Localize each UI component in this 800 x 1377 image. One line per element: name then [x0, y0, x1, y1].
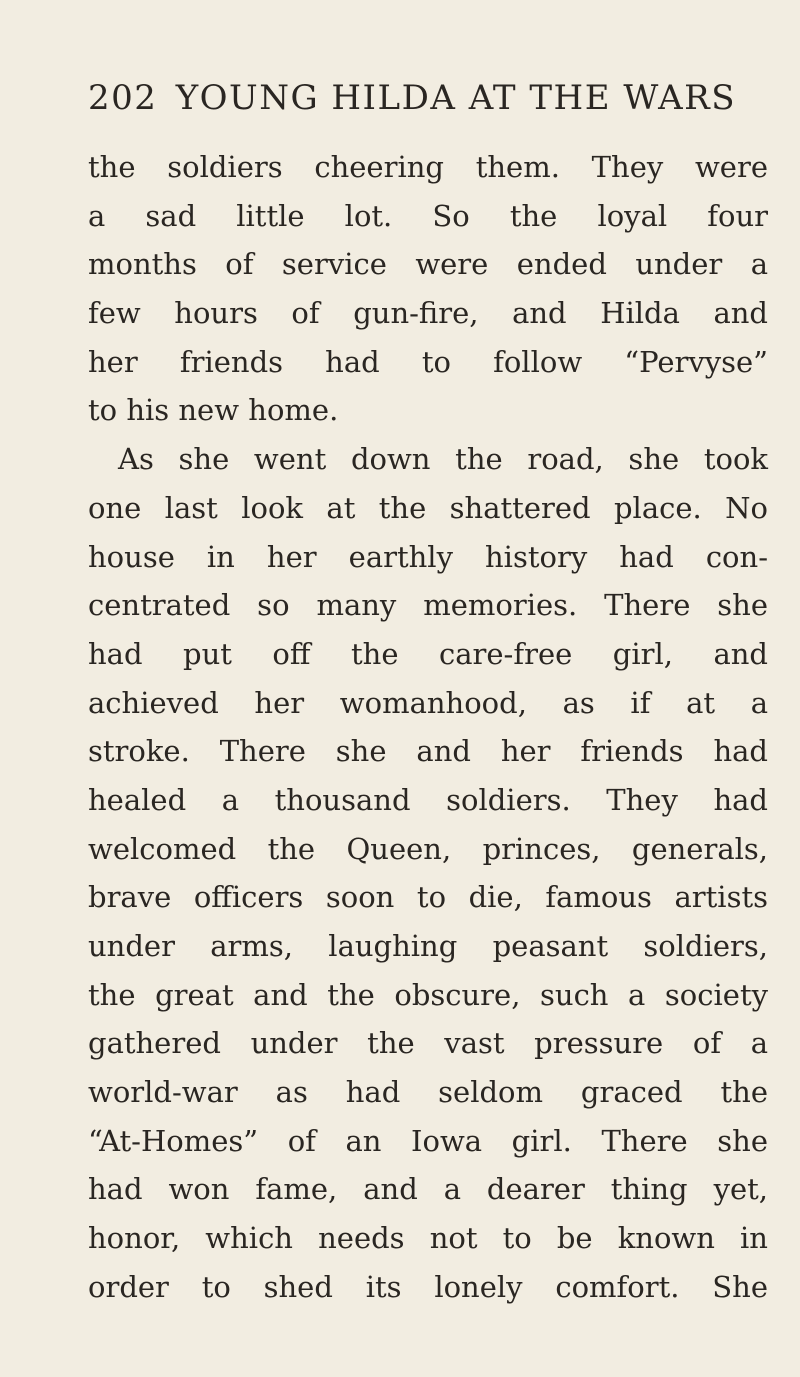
text-line: few hours of gun-fire, and Hilda and: [88, 296, 768, 331]
paragraph-start-line: As she went down the road, she took: [118, 442, 768, 477]
text-line: centrated so many memories. There she: [88, 588, 768, 623]
text-line: achieved her womanhood, as if at a: [88, 685, 768, 720]
text-line: world-war as had seldom graced the: [88, 1075, 768, 1110]
text-line: “At-Homes” of an Iowa girl. There she: [88, 1123, 768, 1158]
text-line: one last look at the shattered place. No: [88, 490, 768, 525]
text-line: under arms, laughing peasant soldiers,: [88, 929, 768, 963]
text-line: order to shed its lonely comfort. She: [88, 1269, 768, 1304]
text-line: house in her earthly history had con-: [88, 539, 768, 574]
page-number: 202: [88, 78, 158, 118]
text-line: welcomed the Queen, princes, generals,: [88, 831, 768, 866]
text-line: stroke. There she and her friends had: [88, 734, 768, 769]
text-line: healed a thousand soldiers. They had: [88, 782, 768, 817]
text-line: a sad little lot. So the loyal four: [88, 198, 768, 233]
running-title: YOUNG HILDA AT THE WARS: [175, 78, 737, 118]
text-line: months of service were ended under a: [88, 247, 768, 282]
text-line: the great and the obscure, such a society: [88, 977, 768, 1012]
text-line: gathered under the vast pressure of a: [88, 1026, 768, 1061]
text-line: had won fame, and a dearer thing yet,: [88, 1172, 768, 1207]
body-text: [88, 144, 768, 1313]
running-head: [88, 78, 768, 130]
paragraph-end-line: to his new home.: [88, 393, 339, 428]
text-line: honor, which needs not to be known in: [88, 1221, 768, 1256]
text-line: had put off the care-free girl, and: [88, 636, 768, 671]
text-line: the soldiers cheering them. They were: [88, 150, 768, 184]
text-line: her friends had to follow “Pervyse”: [88, 344, 768, 379]
text-line: brave officers soon to die, famous artists: [88, 880, 768, 915]
